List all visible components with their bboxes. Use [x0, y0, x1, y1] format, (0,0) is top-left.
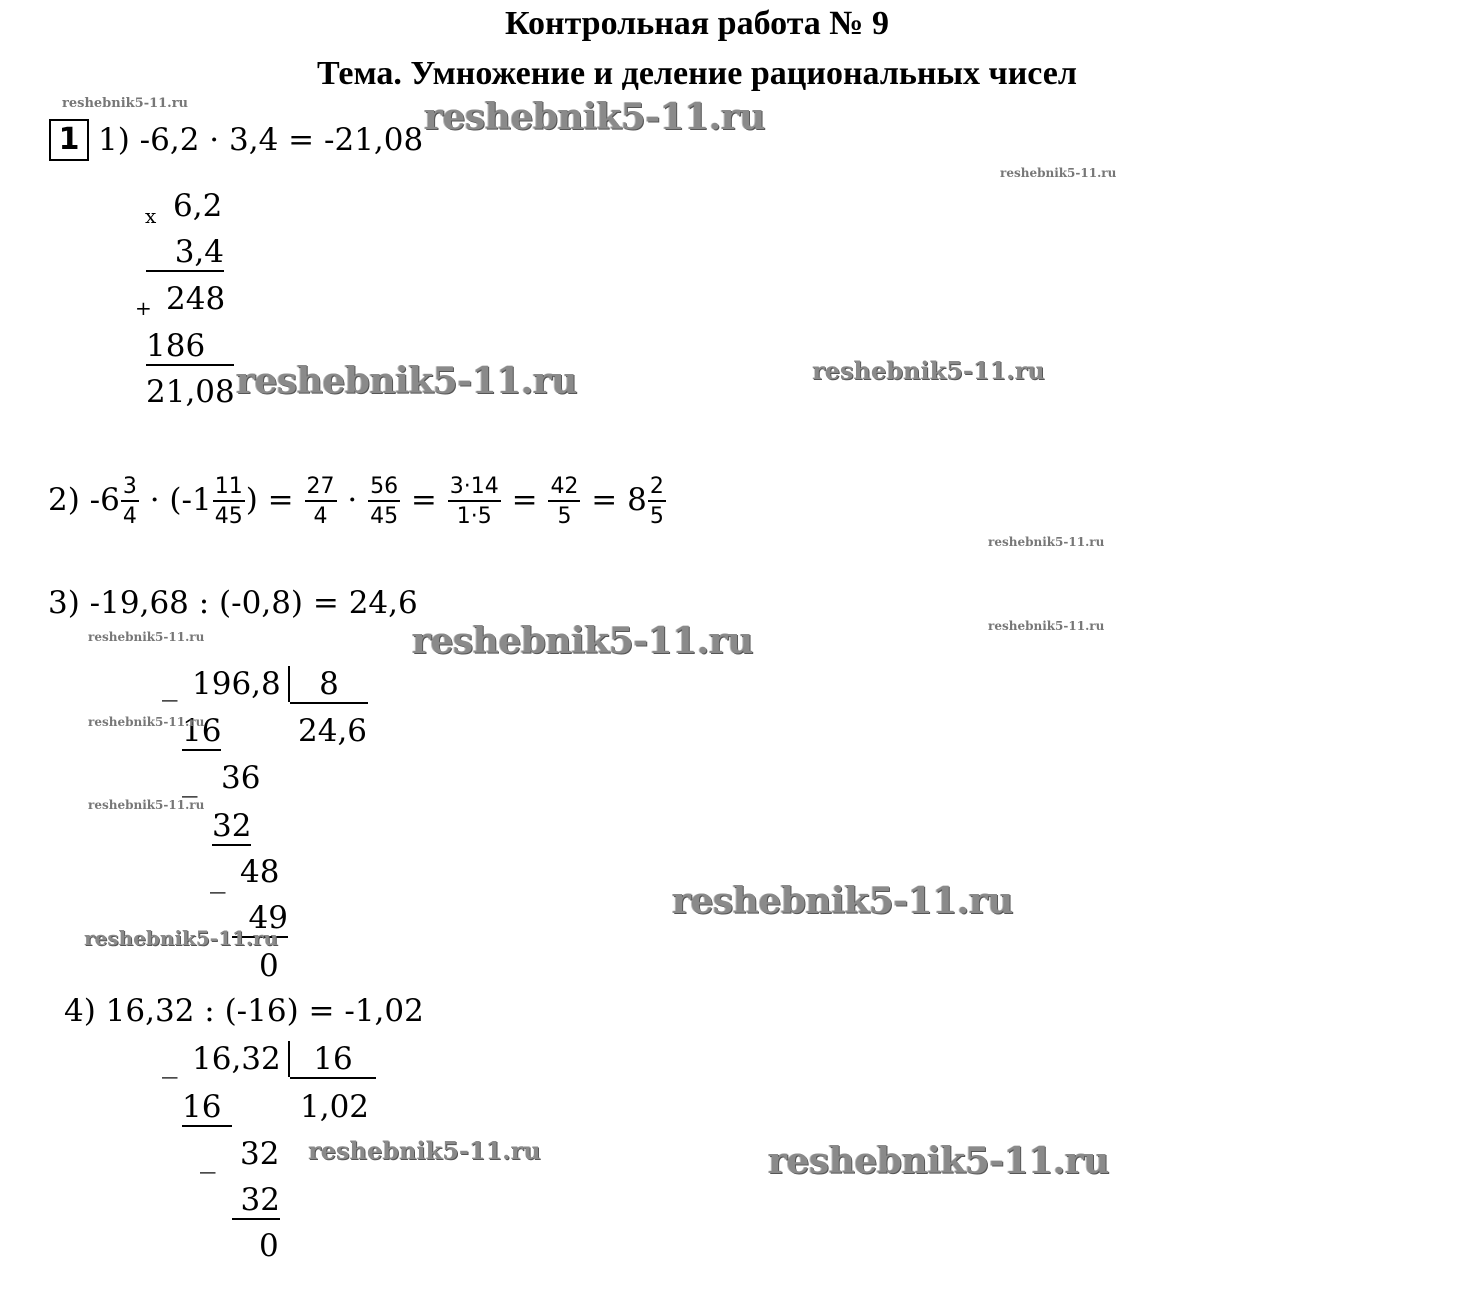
- part3-remainder-2: 48: [240, 854, 280, 890]
- part1-expression: 1) -6,2 · 3,4 = -21,08: [98, 122, 424, 158]
- watermark: reshebnik5-11.ru: [768, 1140, 1109, 1182]
- part4-subtrahend-1: 16: [182, 1089, 232, 1127]
- part4-divisor: 16: [290, 1041, 376, 1079]
- watermark: reshebnik5-11.ru: [88, 715, 205, 729]
- part2-eq2: =: [501, 482, 548, 518]
- part2-frac-7: [648, 475, 666, 529]
- watermark: reshebnik5-11.ru: [88, 630, 205, 644]
- part3-subtrahend-2: 32: [212, 808, 252, 844]
- frac-denominator: 5: [557, 503, 572, 529]
- frac-denominator: 5: [649, 503, 664, 529]
- watermark: reshebnik5-11.ru: [84, 926, 278, 950]
- frac-numerator: 3·14: [448, 475, 501, 502]
- frac-numerator: 11: [213, 475, 245, 502]
- watermark: reshebnik5-11.ru: [672, 880, 1013, 922]
- watermark: reshebnik5-11.ru: [1000, 166, 1117, 180]
- frac-numerator: 56: [368, 475, 400, 502]
- part3-expression: 3) -19,68 : (-0,8) = 24,6: [48, 585, 418, 621]
- watermark: reshebnik5-11.ru: [424, 96, 765, 138]
- watermark: reshebnik5-11.ru: [412, 620, 753, 662]
- watermark: reshebnik5-11.ru: [308, 1136, 541, 1165]
- part2-frac-3: [305, 475, 337, 529]
- frac-denominator: 45: [214, 503, 243, 529]
- frac-numerator: 3: [121, 475, 139, 502]
- watermark: reshebnik5-11.ru: [988, 619, 1105, 633]
- part1-partial1: 248: [166, 281, 226, 317]
- part2-frac-6: [548, 475, 580, 529]
- part2-frac-5: [448, 475, 501, 529]
- part1-mul-sign: x: [145, 204, 157, 228]
- part2-label: 2) -6: [48, 482, 120, 518]
- part1-factor-b: 3,4: [146, 234, 224, 272]
- part3-minus-2: _: [182, 762, 198, 798]
- frac-denominator: 45: [370, 503, 399, 529]
- task-number-box: 1: [49, 119, 89, 161]
- part4-subtrahend-2: 32: [232, 1182, 280, 1220]
- frac-denominator: 4: [122, 503, 137, 529]
- part2-expression: [48, 470, 667, 530]
- watermark: reshebnik5-11.ru: [812, 356, 1045, 385]
- part2-mid2: ) =: [245, 482, 304, 518]
- part3-dividend: 196,8: [192, 666, 281, 702]
- frac-numerator: 27: [305, 475, 337, 502]
- part2-eq3: = 8: [581, 482, 647, 518]
- part1-partial2: 186: [146, 328, 234, 366]
- watermark: reshebnik5-11.ru: [62, 96, 189, 111]
- part4-expression: 4) 16,32 : (-16) = -1,02: [64, 993, 424, 1029]
- frac-denominator: 4: [313, 503, 328, 529]
- frac-numerator: 42: [548, 475, 580, 502]
- part3-subtrahend-1: 16: [182, 713, 222, 749]
- frac-numerator: 2: [648, 475, 666, 502]
- part2-dot: ·: [337, 482, 368, 518]
- part3-remainder-1: 36: [221, 760, 261, 796]
- part3-remainder-final: 0: [259, 948, 279, 984]
- page-subtitle: Тема. Умножение и деление рациональных чисел: [317, 55, 1077, 92]
- part2-frac-1: [121, 475, 139, 529]
- watermark: reshebnik5-11.ru: [88, 798, 205, 812]
- part4-dividend: 16,32: [192, 1041, 281, 1077]
- part1-plus-sign: +: [135, 296, 152, 320]
- page-title: Контрольная работа № 9: [505, 5, 889, 42]
- part3-subtrahend-3: 49: [232, 900, 288, 938]
- part4-minus-1: _: [162, 1043, 178, 1079]
- part3-divisor: 8: [290, 666, 368, 704]
- part1-factor-a: 6,2: [173, 188, 223, 224]
- part4-remainder-1: 32: [240, 1136, 280, 1172]
- part3-quotient: 24,6: [298, 713, 368, 749]
- part1-result: 21,08: [146, 374, 235, 410]
- part2-frac-4: [368, 475, 400, 529]
- part4-remainder-final: 0: [259, 1228, 279, 1264]
- part2-eq1: =: [401, 482, 447, 518]
- part3-minus-1: _: [162, 666, 178, 702]
- part2-mid1: · (-1: [139, 482, 212, 518]
- frac-denominator: 1·5: [456, 503, 492, 529]
- part4-quotient: 1,02: [300, 1089, 370, 1125]
- part4-minus-2: _: [200, 1138, 216, 1174]
- part3-minus-3: _: [210, 858, 226, 894]
- watermark: reshebnik5-11.ru: [988, 535, 1105, 549]
- part2-frac-2: [213, 475, 245, 529]
- watermark: reshebnik5-11.ru: [236, 360, 577, 402]
